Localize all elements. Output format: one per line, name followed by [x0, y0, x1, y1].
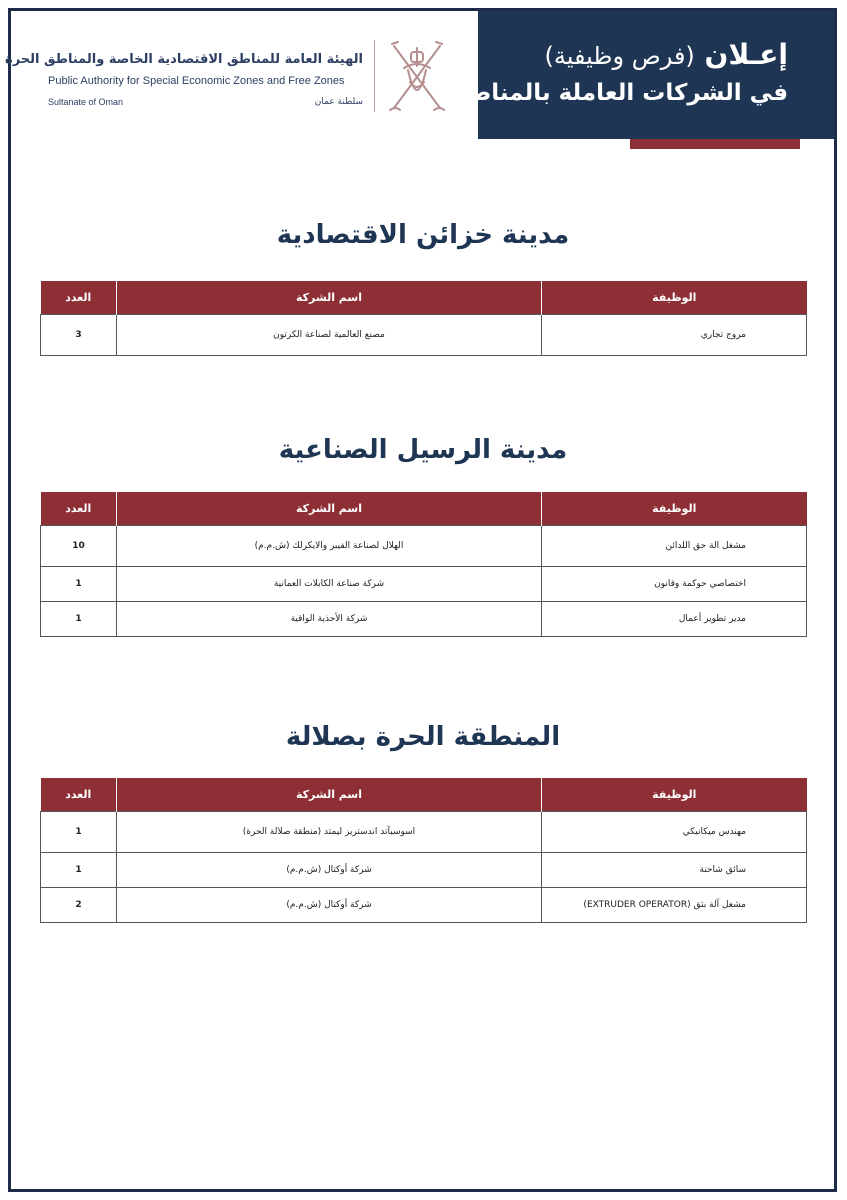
column-header-position: الوظيفة: [542, 281, 807, 315]
column-header-position: الوظيفة: [542, 778, 807, 812]
cell-position: مروج تجاري: [542, 315, 807, 356]
cell-count: 1: [41, 812, 117, 853]
column-header-count: العدد: [41, 492, 117, 526]
cell-count: 1: [41, 853, 117, 888]
column-header-position: الوظيفة: [542, 492, 807, 526]
table-row: [41, 812, 807, 853]
table-header-row: [41, 778, 807, 812]
cell-company: شركة صناعة الكابلات العمانية: [117, 567, 542, 602]
cell-count: 1: [41, 602, 117, 637]
table-row: [41, 888, 807, 923]
announcement-subtitle: (فرص وظيفية): [544, 42, 695, 70]
jobs-table-rusayl: [40, 492, 807, 637]
announcement-line2: في الشركات العاملة بالمناطق: [448, 80, 788, 106]
country-english: Sultanate of Oman: [48, 97, 124, 107]
announcement-title-box: [448, 11, 834, 139]
logo-divider: [374, 40, 375, 112]
cell-position: مهندس ميكانيكي: [542, 812, 807, 853]
cell-company: الهلال لصناعة الفيبر والايكرلك (ش.م.م): [117, 526, 542, 567]
announcement-title: إعـلان: [704, 38, 788, 71]
table-row: [41, 526, 807, 567]
title-accent-bar: [630, 139, 800, 149]
cell-count: 10: [41, 526, 117, 567]
column-header-company: اسم الشركة: [117, 281, 542, 315]
cell-company: اسوسيآتد اندستريز ليمتد (منطقة صلالة الحرة): [117, 812, 542, 853]
cell-position: اختصاصي حوكمة وقانون: [542, 567, 807, 602]
table-row: [41, 602, 807, 637]
table-row: [41, 853, 807, 888]
announcement-title-line: [494, 37, 788, 74]
table-row: [41, 315, 807, 356]
oman-national-emblem-icon: [382, 38, 452, 116]
column-header-company: اسم الشركة: [117, 492, 542, 526]
cell-company: مصنع العالمية لصناعة الكرتون: [117, 315, 542, 356]
section-title-rusayl: مدينة الرسيل الصناعية: [278, 435, 568, 465]
organization-logo-text: [5, 52, 363, 107]
cell-company: شركة أوكتال (ش.م.م): [117, 888, 542, 923]
cell-company: شركة الأحذية الواقية: [117, 602, 542, 637]
table-row: [41, 567, 807, 602]
column-header-count: العدد: [41, 281, 117, 315]
column-header-count: العدد: [41, 778, 117, 812]
jobs-table-khazaen: [40, 281, 807, 356]
org-name-english: Public Authority for Special Economic Zones and Free Zones: [48, 75, 345, 87]
cell-count: 3: [41, 315, 117, 356]
cell-position: مدير تطوير أعمال: [542, 602, 807, 637]
country-row: [48, 97, 363, 107]
table-header-row: [41, 281, 807, 315]
column-header-company: اسم الشركة: [117, 778, 542, 812]
table-header-row: [41, 492, 807, 526]
cell-company: شركة أوكتال (ش.م.م): [117, 853, 542, 888]
cell-position: مشغل آلة بثق (EXTRUDER OPERATOR): [542, 888, 807, 923]
cell-count: 2: [41, 888, 117, 923]
org-name-arabic: الهيئة العامة للمناطق الاقتصادية الخاصة والمناطق الحرة: [5, 52, 363, 67]
section-title-salalah: المنطقة الحرة بصلالة: [285, 722, 561, 752]
cell-position: مشغل الة حق اللدائن: [542, 526, 807, 567]
section-title-khazaen: مدينة خزائن الاقتصادية: [276, 220, 570, 250]
cell-position: سائق شاحنة: [542, 853, 807, 888]
country-arabic: سلطنة عمان: [314, 97, 363, 107]
jobs-table-salalah: [40, 778, 807, 923]
cell-count: 1: [41, 567, 117, 602]
